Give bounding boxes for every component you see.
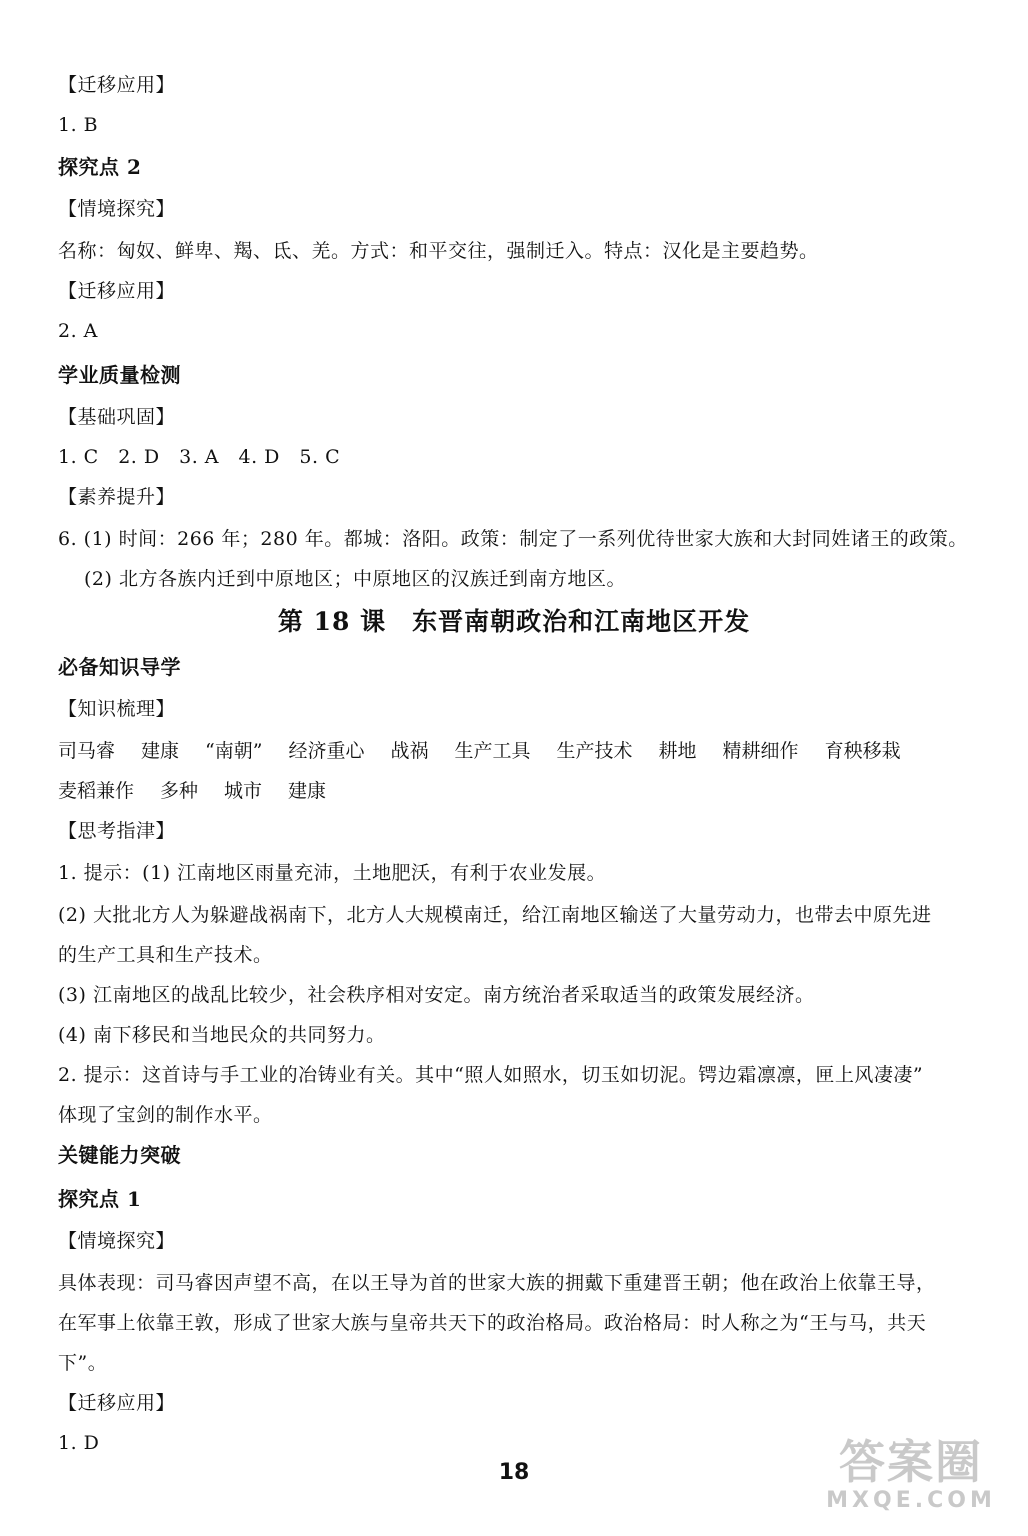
answer-line: 1. C 2. D 3. A 4. D 5. C: [58, 446, 341, 468]
section-tag: 【迁移应用】: [58, 74, 176, 96]
term: “南朝”: [205, 740, 263, 762]
lesson-title: 第 18 课 东晋南朝政治和江南地区开发: [277, 607, 751, 636]
term: 生产工具: [454, 740, 531, 762]
term: 司马睿: [58, 740, 116, 762]
page-number: 18: [498, 1460, 530, 1485]
answer-line: 2. A: [58, 320, 98, 342]
term: 麦稻兼作: [58, 780, 135, 802]
terms-row-2: [58, 778, 326, 804]
text-line: (2) 北方各族内迁到中原地区；中原地区的汉族迁到南方地区。: [84, 568, 626, 590]
subheading: 关键能力突破: [58, 1143, 181, 1167]
text-line: 1. 提示：(1) 江南地区雨量充沛，土地肥沃，有利于农业发展。: [58, 862, 607, 884]
section-tag: 【迁移应用】: [58, 1392, 176, 1414]
text-line: (2) 大批北方人为躲避战祸南下，北方人大规模南迁，给江南地区输送了大量劳动力，也带去中原先进: [58, 904, 932, 926]
text-line: 名称：匈奴、鲜卑、羯、氐、羌。方式：和平交往，强制迁入。特点：汉化是主要趋势。: [58, 240, 819, 262]
section-tag: 【迁移应用】: [58, 280, 176, 302]
subheading: 学业质量检测: [58, 363, 181, 387]
section-tag: 【素养提升】: [58, 486, 176, 508]
term: 多种: [160, 780, 199, 802]
watermark-logo: [816, 1436, 1006, 1526]
text-line: (4) 南下移民和当地民众的共同努力。: [58, 1024, 386, 1046]
text-line: 下”。: [58, 1352, 108, 1374]
text-line: 在军事上依靠王敦，形成了世家大族与皇帝共天下的政治格局。政治格局：时人称之为“王与马，共天: [58, 1312, 927, 1334]
term: 生产技术: [556, 740, 633, 762]
section-tag: 【基础巩固】: [58, 406, 176, 428]
section-tag: 【情境探究】: [58, 1230, 176, 1252]
term: 精耕细作: [722, 740, 799, 762]
term: 建康: [141, 740, 180, 762]
term: 育秧移栽: [824, 740, 901, 762]
text-line: (3) 江南地区的战乱比较少，社会秩序相对安定。南方统治者采取适当的政策发展经济。: [58, 984, 815, 1006]
subheading: 探究点 2: [58, 155, 142, 179]
terms-row-1: [58, 738, 901, 764]
watermark-url: MXQE.COM: [826, 1488, 996, 1513]
term: 建康: [288, 780, 327, 802]
section-tag: 【情境探究】: [58, 198, 176, 220]
text-line: 体现了宝剑的制作水平。: [58, 1104, 273, 1126]
subheading: 必备知识导学: [58, 655, 181, 679]
section-tag: 【思考指津】: [58, 820, 176, 842]
watermark-text: 答案圈: [839, 1435, 983, 1489]
answer-line: 1. B: [58, 114, 99, 136]
section-tag: 【知识梳理】: [58, 698, 176, 720]
text-line: 6. (1) 时间：266 年；280 年。都城：洛阳。政策：制定了一系列优待世家大族和大封同姓诸王的政策。: [58, 528, 968, 550]
text-line: 2. 提示：这首诗与手工业的冶铸业有关。其中“照人如照水，切玉如切泥。锷边霜凛凛，匣上风凄凄”: [58, 1064, 924, 1086]
term: 经济重心: [288, 740, 365, 762]
term: 耕地: [658, 740, 697, 762]
answer-line: 1. D: [58, 1432, 100, 1454]
term: 城市: [224, 780, 263, 802]
text-line: 的生产工具和生产技术。: [58, 944, 273, 966]
term: 战祸: [390, 740, 429, 762]
text-line: 具体表现：司马睿因声望不高，在以王导为首的世家大族的拥戴下重建晋王朝；他在政治上依靠王导，: [58, 1272, 936, 1294]
subheading: 探究点 1: [58, 1187, 142, 1211]
